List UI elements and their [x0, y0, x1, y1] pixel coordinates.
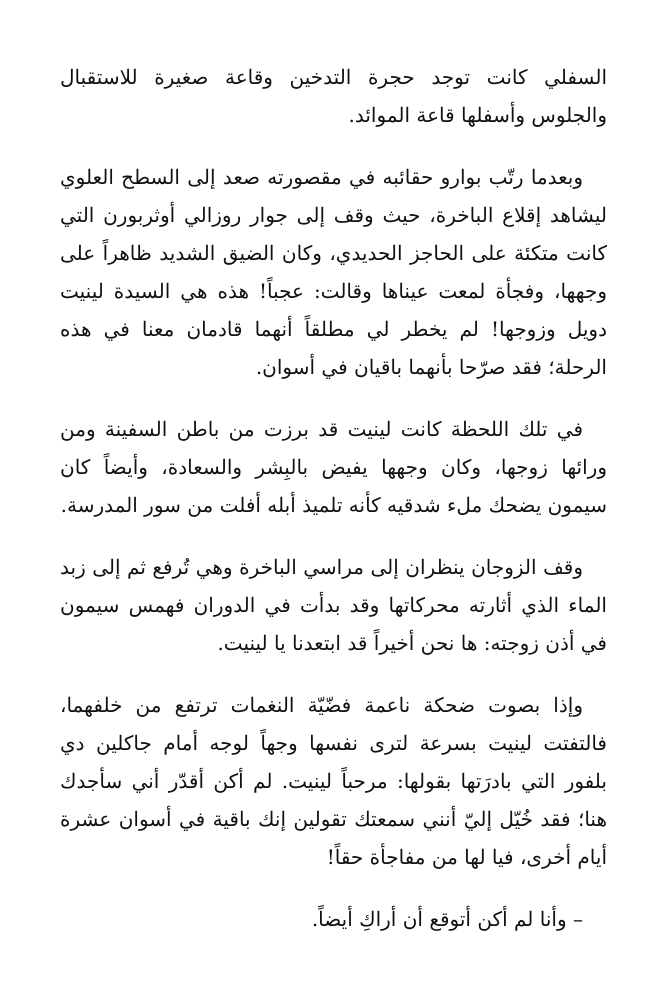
paragraph-1: السفلي كانت توجد حجرة التدخين وقاعة صغيرة للاستقبال والجلوس وأسفلها قاعة الموائد.	[60, 65, 607, 127]
paragraph-3: في تلك اللحظة كانت لينيت قد برزت من باطن السفينة ومن ورائها زوجها، وكان وجهها يفيض بالبِشر والسعادة، وأيضاً كان سيمون يضحك ملء شدقيه كأنه تلميذ أبله أفلت من سور المدرسة.	[60, 417, 607, 517]
paragraph-5: وإذا بصوت ضحكة ناعمة فضّيّة النغمات ترتفع من خلفهما، فالتفتت لينيت بسرعة لترى نفسها وجهاً لوجه أمام جاكلين دي بلفور التي بادرَتها بقولها: مرحباً لينيت. لم أكن أقدّر أني سأجدك هنا؛ فقد خُيّل إليّ أنني سمعتك تقولين إنك باقية في أسوان عشرة أيام أخرى، فيا لها من مفاجأة حقاً!	[60, 693, 607, 869]
dialogue-line: – وأنا لم أكن أتوقع أن أراكِ أيضاً.	[311, 907, 583, 931]
paragraph-2: وبعدما رتّب بوارو حقائبه في مقصورته صعد إلى السطح العلوي ليشاهد إقلاع الباخرة، حيث وقف إلى جوار روزالي أوثربورن التي كانت متكئة على الحاجز الحديدي، وكان الضيق الشديد ظاهراً على وجهها، وفجأة لمعت عيناها وقالت: عجباً! هذه هي السيدة لينيت دويل وزوجها! لم يخطر لي مطلقاً أنهما قادمان معنا في هذه الرحلة؛ فقد صرّحا بأنهما باقيان في أسوان.	[60, 165, 607, 379]
book-page-text	[60, 58, 607, 938]
paragraph-4: وقف الزوجان ينظران إلى مراسي الباخرة وهي تُرفع ثم إلى زبد الماء الذي أثارته محركاتها وقد بدأت في الدوران فهمس سيمون في أذن زوجته: ها نحن أخيراً قد ابتعدنا يا لينيت.	[60, 555, 607, 655]
